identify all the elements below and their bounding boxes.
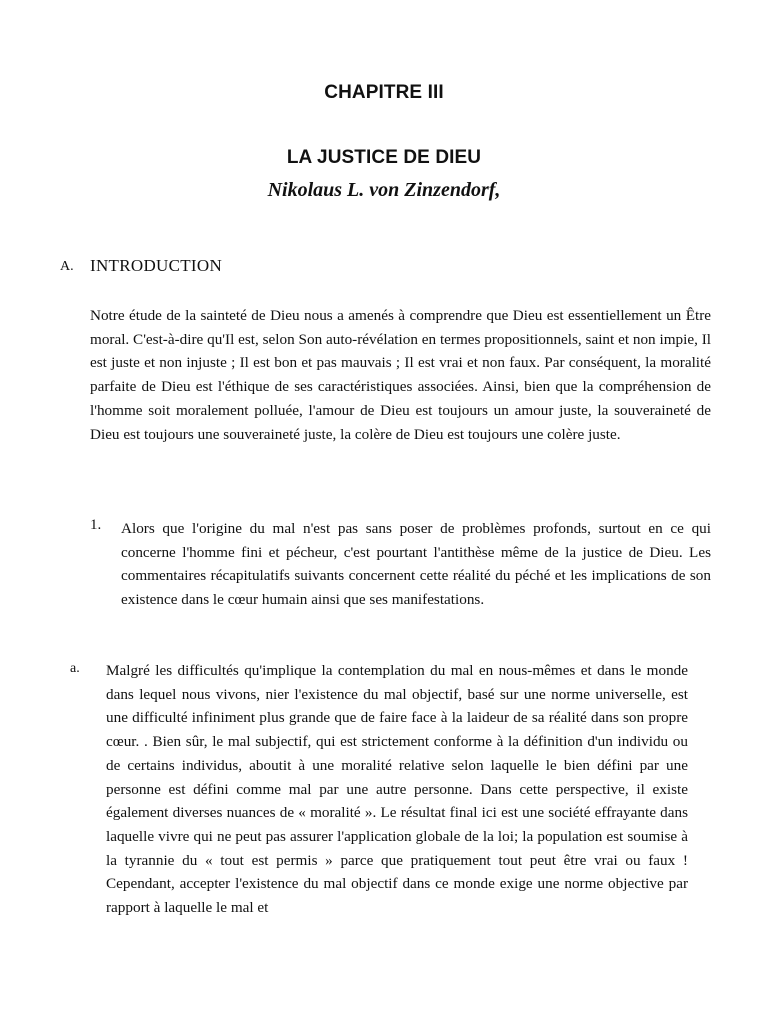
chapter-title: LA JUSTICE DE DIEU [286, 147, 482, 168]
intro-paragraph: Notre étude de la sainteté de Dieu nous a amenés à comprendre que Dieu est essentiellement un Être moral. C'est-à-dire qu'Il est, selon Son auto-révélation en termes propositionnels, saint et non impie, Il est juste et non injuste ; Il est bon et pas mauvais ; Il est vrai et non faux. Par conséquent, la moralité parfaite de Dieu est l'éthique de ses caractéristiques associées. Ainsi, bien que la compréhension de l'homme soit moralement polluée, l'amour de Dieu est toujours un amour juste, la souveraineté de Dieu est toujours une souveraineté juste, la colère de Dieu est toujours une colère juste. [90, 307, 711, 443]
section-title: INTRODUCTION [90, 256, 223, 275]
point-a-marker: a. [70, 661, 80, 676]
chapter-heading: CHAPITRE III [324, 82, 444, 103]
point-1-marker: 1. [90, 517, 102, 533]
point-a-paragraph: Malgré les difficultés qu'implique la contemplation du mal en nous-mêmes et dans le monde dans lequel nous vivons, nier l'existence du mal objectif, basé sur une norme universelle, est une difficulté infiniment plus grande que de faire face à la laideur de sa réalité dans son propre cœur. . Bien sûr, le mal subjectif, qui est strictement conforme à la définition d'un individu ou de certains individus, aboutit à une moralité relative selon laquelle le bien défini par une personne est défini comme mal par une autre personne. Dans cette perspective, il existe également diverses nuances de « moralité ». Le résultat final ici est une société effrayante dans laquelle vivre qui ne peut pas assurer l'application globale de la loi; la population est soumise à la tyrannie du « tout est permis » parce que pratiquement tout peut être vrai ou faux ! Cependant, accepter l'existence du mal objectif dans ce monde exige une norme objective par rapport à laquelle le mal et [106, 662, 688, 917]
section-marker: A. [60, 259, 74, 274]
point-1-paragraph: Alors que l'origine du mal n'est pas sans poser de problèmes profonds, surtout en ce qui concerne l'homme fini et pécheur, c'est pourtant l'antithèse même de la justice de Dieu. Les commentaires récapitulatifs suivants concernent cette réalité du péché et les implications de son existence dans le cœur humain ainsi que ses manifestations. [121, 520, 711, 609]
author-name: Nikolaus L. von Zinzendorf, [267, 179, 501, 201]
